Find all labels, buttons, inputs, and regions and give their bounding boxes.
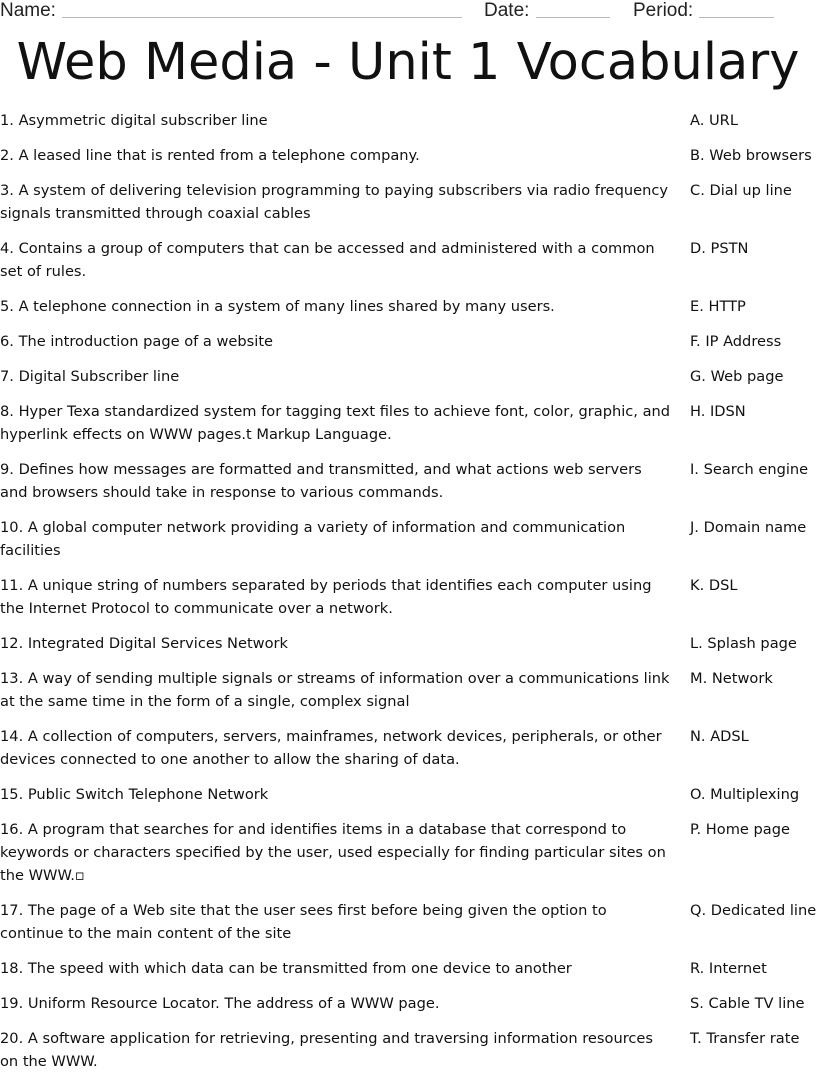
answer-choice: Q. Dedicated line bbox=[690, 902, 816, 919]
date-blank[interactable] bbox=[536, 17, 610, 18]
vocabulary-list bbox=[0, 109, 816, 1085]
definition-text: 15. Public Switch Telephone Network bbox=[0, 786, 269, 803]
answer-choice: H. IDSN bbox=[690, 403, 746, 420]
vocab-row bbox=[0, 992, 816, 1027]
answer-choice: M. Network bbox=[690, 670, 773, 687]
answer-choice: G. Web page bbox=[690, 368, 784, 385]
definition-text: 8. Hyper Texa standardized system for tagging text files to achieve font, color, graphic, and hyperlink effects on WWW pages.t Markup Language. bbox=[0, 403, 671, 443]
answer-choice: A. URL bbox=[690, 112, 738, 129]
definition-text: 19. Uniform Resource Locator. The address of a WWW page. bbox=[0, 995, 440, 1012]
answer-choice: T. Transfer rate bbox=[690, 1030, 800, 1047]
name-blank[interactable] bbox=[62, 17, 462, 18]
vocab-row bbox=[0, 632, 816, 667]
answer-choice: R. Internet bbox=[690, 960, 767, 977]
vocab-row bbox=[0, 818, 816, 899]
worksheet-header bbox=[0, 0, 816, 24]
vocab-row bbox=[0, 237, 816, 295]
definition-text: 2. A leased line that is rented from a telephone company. bbox=[0, 147, 420, 164]
definition-text: 3. A system of delivering television programming to paying subscribers via radio frequency signals transmitted through coaxial cables bbox=[0, 182, 668, 222]
definition-text: 20. A software application for retrieving, presenting and traversing information resources on the WWW. bbox=[0, 1030, 653, 1070]
answer-choice: S. Cable TV line bbox=[690, 995, 805, 1012]
definition-text: 18. The speed with which data can be transmitted from one device to another bbox=[0, 960, 572, 977]
answer-choice: D. PSTN bbox=[690, 240, 749, 257]
name-label: Name: bbox=[0, 0, 56, 21]
answer-choice: N. ADSL bbox=[690, 728, 749, 745]
definition-text: 11. A unique string of numbers separated by periods that identifies each computer using the Internet Protocol to communicate over a network. bbox=[0, 577, 652, 617]
answer-choice: B. Web browsers bbox=[690, 147, 812, 164]
definition-text: 6. The introduction page of a website bbox=[0, 333, 274, 350]
vocab-row bbox=[0, 365, 816, 400]
definition-text: 10. A global computer network providing a variety of information and communication facilities bbox=[0, 519, 626, 559]
definition-text: 14. A collection of computers, servers, mainframes, network devices, peripherals, or other devices connected to one another to allow the sharing of data. bbox=[0, 728, 662, 768]
vocab-row bbox=[0, 179, 816, 237]
period-label: Period: bbox=[633, 0, 694, 21]
vocab-row bbox=[0, 1027, 816, 1085]
answer-choice: J. Domain name bbox=[690, 519, 807, 536]
definition-text: 5. A telephone connection in a system of many lines shared by many users. bbox=[0, 298, 555, 315]
vocab-row bbox=[0, 725, 816, 783]
vocab-row bbox=[0, 109, 816, 144]
definition-text: 7. Digital Subscriber line bbox=[0, 368, 180, 385]
answer-choice: P. Home page bbox=[690, 821, 790, 838]
vocab-row bbox=[0, 330, 816, 365]
definition-text: 1. Asymmetric digital subscriber line bbox=[0, 112, 268, 129]
vocab-row bbox=[0, 458, 816, 516]
answer-choice: L. Splash page bbox=[690, 635, 797, 652]
date-label: Date: bbox=[484, 0, 530, 21]
page-title: Web Media - Unit 1 Vocabulary bbox=[16, 33, 800, 92]
answer-choice: E. HTTP bbox=[690, 298, 746, 315]
definition-text: 16. A program that searches for and identifies items in a database that correspond to keywords or characters specified by the user, used especially for finding particular sites on the WWW.▫ bbox=[0, 821, 666, 884]
period-blank[interactable] bbox=[699, 17, 774, 18]
vocab-row bbox=[0, 516, 816, 574]
definition-text: 12. Integrated Digital Services Network bbox=[0, 635, 288, 652]
vocab-row bbox=[0, 667, 816, 725]
definition-text: 17. The page of a Web site that the user sees first before being given the option to continue to the main content of the site bbox=[0, 902, 607, 942]
vocab-row bbox=[0, 400, 816, 458]
answer-choice: F. IP Address bbox=[690, 333, 782, 350]
answer-choice: K. DSL bbox=[690, 577, 738, 594]
answer-choice: I. Search engine bbox=[690, 461, 809, 478]
definition-text: 9. Defines how messages are formatted and transmitted, and what actions web servers and browsers should take in response to various commands. bbox=[0, 461, 642, 501]
answer-choice: C. Dial up line bbox=[690, 182, 792, 199]
definition-text: 13. A way of sending multiple signals or streams of information over a communications link at the same time in the form of a single, complex signal bbox=[0, 670, 670, 710]
vocab-row bbox=[0, 295, 816, 330]
answer-choice: O. Multiplexing bbox=[690, 786, 800, 803]
vocab-row bbox=[0, 574, 816, 632]
vocab-row bbox=[0, 957, 816, 992]
vocab-row bbox=[0, 899, 816, 957]
vocab-row bbox=[0, 783, 816, 818]
definition-text: 4. Contains a group of computers that can be accessed and administered with a common set of rules. bbox=[0, 240, 655, 280]
vocab-row bbox=[0, 144, 816, 179]
